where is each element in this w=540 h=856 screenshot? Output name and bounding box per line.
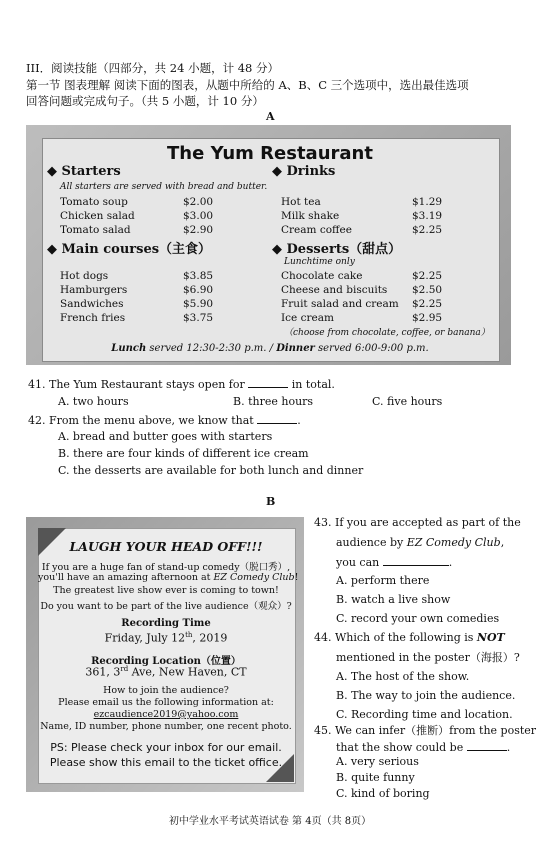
menu-item-price: $1.29	[412, 196, 443, 208]
q44-option-b[interactable]: B. The way to join the audience.	[336, 689, 516, 702]
passage-label-b: B	[266, 495, 276, 508]
menu-item-name: Tomato soup	[60, 196, 128, 208]
ps-line-2: Please show this email to the ticket office.	[49, 756, 283, 769]
menu-item-price: $2.25	[412, 270, 443, 282]
desserts-note: Lunchtime only	[284, 257, 355, 267]
menu-item-price: $3.19	[412, 210, 443, 222]
page-footer: 初中学业水平考试英语试卷 第 4页（共 8页）	[168, 816, 372, 827]
menu-item-name: Hot dogs	[60, 270, 109, 282]
menu-item-name: Chocolate cake	[281, 270, 363, 282]
menu-item-price: $2.25	[412, 224, 443, 236]
question-43-line-2: audience by EZ Comedy Club,	[336, 536, 505, 549]
drinks-heading: ◆ Drinks	[272, 164, 336, 179]
question-43-line-3: you can .	[336, 556, 453, 569]
ps-line-1: PS: Please check your inbox for our email.	[50, 741, 282, 754]
menu-item	[60, 196, 214, 210]
menu-item	[281, 312, 443, 326]
menu-item	[60, 270, 214, 284]
question-45-line-2: that the show could be .	[336, 741, 511, 754]
menu-item	[60, 312, 214, 326]
question-41: 41. The Yum Restaurant stays open for in total.	[28, 378, 335, 391]
main-courses-list	[60, 270, 214, 326]
q41-option-b[interactable]: B. three hours	[233, 395, 314, 408]
desserts-heading: ◆ Desserts（甜点）	[272, 242, 402, 257]
instructions-line-1: 第一节 图表理解 阅读下面的图表，从题中所给的 A、B、C 三个选项中，选出最佳选项	[26, 78, 469, 92]
q44-option-c[interactable]: C. Recording time and location.	[336, 708, 513, 721]
menu-item	[281, 284, 443, 298]
menu-item	[60, 284, 214, 298]
question-43-line-1: 43. If you are accepted as part of the	[314, 516, 521, 529]
question-42: 42. From the menu above, we know that .	[28, 414, 301, 427]
menu-item-name: Fruit salad and cream	[281, 298, 399, 310]
menu-item-name: French fries	[60, 312, 126, 324]
menu-title: The Yum Restaurant	[167, 143, 373, 164]
menu-item-price: $2.00	[183, 196, 214, 208]
question-44-line-2: mentioned in the poster（海报）?	[336, 651, 520, 664]
menu-item-price: $2.50	[412, 284, 443, 296]
poster-intro-1: If you are a huge fan of stand-up comedy（脱口秀）,	[41, 562, 291, 573]
menu-item-price: $6.90	[183, 284, 214, 296]
menu-item-price: $2.95	[412, 312, 443, 324]
menu-item	[60, 210, 214, 224]
poster-intro-3: The greatest live show ever is coming to town!	[53, 585, 279, 596]
menu-item-price: $3.85	[183, 270, 214, 282]
q45-option-c[interactable]: C. kind of boring	[336, 787, 430, 800]
poster-title: LAUGH YOUR HEAD OFF!!!	[69, 539, 263, 554]
starters-note: All starters are served with bread and butter.	[60, 182, 268, 192]
menu-item-name: Hot tea	[281, 196, 321, 208]
q42-option-a[interactable]: A. bread and butter goes with starters	[58, 430, 273, 443]
q42-option-b[interactable]: B. there are four kinds of different ice cream	[58, 447, 309, 460]
q45-option-b[interactable]: B. quite funny	[336, 771, 415, 784]
contact-email-link[interactable]: ezcaudience2019@yahoo.com	[93, 709, 239, 720]
q41-option-a[interactable]: A. two hours	[58, 395, 129, 408]
starters-list	[60, 196, 214, 238]
desserts-list	[281, 270, 443, 326]
menu-item-name: Ice cream	[281, 312, 334, 324]
menu-item-price: $5.90	[183, 298, 214, 310]
passage-label-a: A	[266, 110, 275, 123]
q43-option-b[interactable]: B. watch a live show	[336, 593, 451, 606]
join-question: How to join the audience?	[103, 685, 229, 696]
recording-location-label: Recording Location（位置）	[91, 656, 241, 667]
instructions-line-2: 回答问题或完成句子。（共 5 小题，计 10 分）	[26, 94, 264, 108]
menu-item	[281, 224, 443, 238]
ice-cream-note: （choose from chocolate, coffee, or banana）	[284, 328, 490, 338]
menu-item-price: $3.75	[183, 312, 214, 324]
join-instruction: Please email us the following information at:	[58, 697, 274, 708]
menu-item-name: Hamburgers	[60, 284, 128, 296]
menu-item	[281, 196, 443, 210]
question-45-line-1: 45. We can infer（推断）from the poster	[314, 724, 537, 737]
q43-option-c[interactable]: C. record your own comedies	[336, 612, 500, 625]
menu-item-name: Sandwiches	[60, 298, 124, 310]
q41-option-c[interactable]: C. five hours	[372, 395, 443, 408]
menu-item-name: Chicken salad	[60, 210, 135, 222]
menu-item-price: $2.25	[412, 298, 443, 310]
starters-heading: ◆ Starters	[47, 164, 121, 179]
menu-item	[281, 210, 443, 224]
recording-time-label: Recording Time	[121, 618, 211, 629]
menu-item-name: Cream coffee	[281, 224, 352, 236]
menu-item	[281, 270, 443, 284]
poster-intro-2: you'll have an amazing afternoon at EZ Comedy Club!	[38, 572, 299, 583]
q44-option-a[interactable]: A. The host of the show.	[336, 670, 470, 683]
menu-item-name: Tomato salad	[60, 224, 131, 236]
menu-item-name: Milk shake	[281, 210, 340, 222]
recording-time: Friday, July 12th, 2019	[104, 631, 228, 645]
join-requirements: Name, ID number, phone number, one recent photo.	[40, 721, 292, 732]
q43-option-a[interactable]: A. perform there	[336, 574, 430, 587]
menu-item	[60, 298, 214, 312]
opening-hours: Lunch served 12:30-2:30 p.m. / Dinner served 6:00-9:00 p.m.	[111, 343, 429, 354]
main-courses-heading: ◆ Main courses（主食）	[47, 242, 212, 257]
menu-item	[281, 298, 443, 312]
poster-intro-4: Do you want to be part of the live audience（观众）?	[40, 601, 292, 612]
question-44-line-1: 44. Which of the following is NOT	[314, 631, 505, 644]
section-title: III．阅读技能（四部分，共 24 小题，计 48 分）	[26, 61, 280, 75]
menu-item-price: $3.00	[183, 210, 214, 222]
menu-item-name: Cheese and biscuits	[281, 284, 388, 296]
recording-location: 361, 3rd Ave, New Haven, CT	[85, 665, 247, 679]
q45-option-a[interactable]: A. very serious	[336, 755, 419, 768]
menu-item	[60, 224, 214, 238]
q42-option-c[interactable]: C. the desserts are available for both lunch and dinner	[58, 464, 364, 477]
menu-item-price: $2.90	[183, 224, 214, 236]
drinks-list	[281, 196, 443, 238]
